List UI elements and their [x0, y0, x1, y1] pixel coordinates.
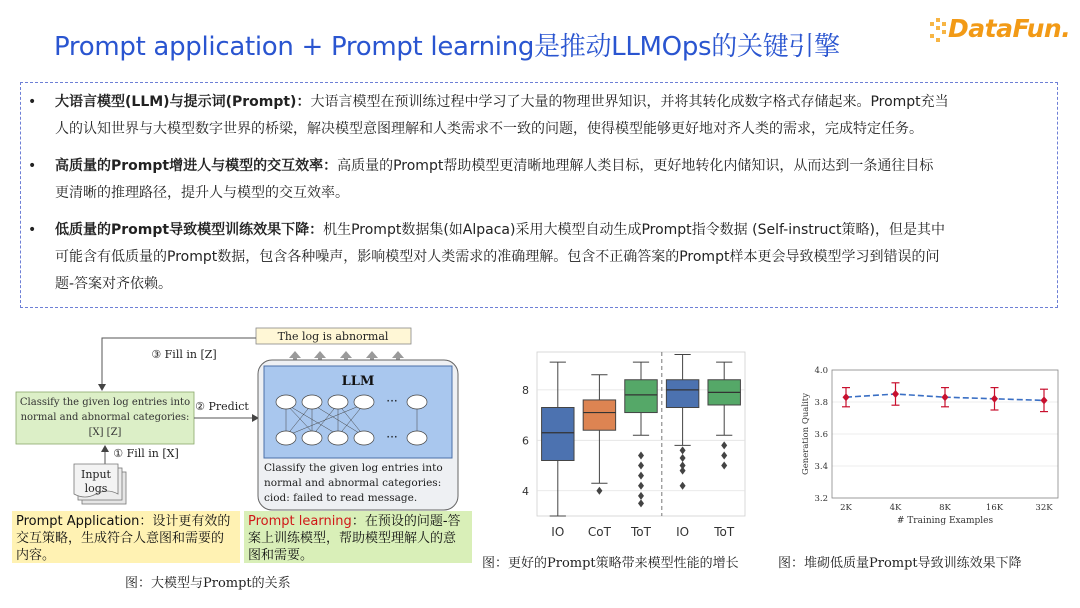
bullet-dot-icon: • — [28, 158, 37, 174]
bullet-text: 机生Prompt数据集(如Alpaca)采用大模型自动生成Prompt指令数据 (Self-instruct策略)，但是其中 — [323, 222, 946, 238]
caption-heading: Prompt learning — [248, 514, 352, 529]
x-tick-label: 16K — [985, 503, 1004, 513]
bullet-high-quality — [28, 153, 1040, 207]
caption-body: ：在预设的问题-答案上训练模型，帮助模型理解人的意图和需要。 — [248, 514, 461, 563]
prompt-template-line: Classify the given log entries into — [19, 397, 191, 408]
input-logs-label: logs — [84, 482, 108, 495]
quality-line-chart — [798, 360, 1063, 532]
data-point — [942, 393, 949, 401]
figure-caption-boxplot: 图：更好的Prompt策略带来模型性能的增长 — [482, 556, 739, 571]
box — [625, 380, 657, 413]
y-tick-label: 3.8 — [814, 398, 828, 408]
x-tick-label: ToT — [714, 525, 735, 539]
figure-caption-diagram: 图：大模型与Prompt的关系 — [125, 576, 291, 591]
bullet-text: 人的认知世界与大模型数字世界的桥梁，解决模型意图理解和人类需求不一致的问题，使得模型能够更好地对齐人类的需求，完成特定任务。 — [55, 121, 923, 137]
ellipsis-label: ··· — [386, 394, 398, 408]
bullet-text: 题-答案对齐依赖。 — [55, 276, 173, 292]
y-tick-label: 3.4 — [814, 462, 828, 472]
box — [666, 380, 698, 408]
bullet-text: 高质量的Prompt帮助模型更清晰地理解人类目标，更好地转化内储知识，从而达到一条通往目标 — [337, 158, 934, 174]
datafun-logo — [930, 12, 1071, 48]
box — [542, 408, 574, 461]
llm-label: LLM — [341, 374, 375, 389]
x-tick-label: CoT — [587, 525, 611, 539]
page-title: Prompt application + Prompt learning是推动LLMOps的关键引擎 — [54, 32, 840, 62]
y-tick-label: 3.2 — [814, 494, 828, 504]
prompt-template-line: [X] [Z] — [88, 427, 122, 438]
data-point — [1041, 396, 1048, 404]
x-axis-label: # Training Examples — [896, 516, 994, 526]
bullet-text: 可能含有低质量的Prompt数据，包含各种噪声，影响模型对人类需求的准确理解。包含不正确答案的Prompt样本更会导致模型学习到错误的问 — [55, 249, 940, 265]
data-point — [843, 393, 850, 401]
step1-label: ① Fill in [X] — [113, 447, 179, 460]
data-point — [892, 390, 899, 398]
figure-caption-linechart: 图：堆砌低质量Prompt导致训练效果下降 — [778, 556, 1022, 571]
bullet-heading: 高质量的Prompt增进人与模型的交互效率： — [55, 158, 338, 174]
x-tick-label: IO — [551, 525, 565, 539]
y-tick-label: 4 — [522, 484, 529, 498]
bullet-dot-icon: • — [28, 94, 37, 110]
prompt-learning-caption — [244, 511, 472, 563]
diagram-svg — [12, 326, 472, 511]
llm-input-line: normal and abnormal categories: — [264, 477, 442, 489]
llm-prompt-diagram — [12, 326, 472, 566]
key-points-box — [20, 82, 1058, 308]
y-tick-label: 3.6 — [814, 430, 828, 440]
fill-z-arrow — [102, 338, 256, 390]
x-tick-label: ToT — [631, 525, 651, 539]
boxplot-chart — [505, 350, 755, 550]
step3-label: ③ Fill in [Z] — [151, 348, 217, 361]
llm-input-line: Classify the given log entries into — [264, 462, 443, 474]
bullet-low-quality — [28, 217, 1040, 298]
y-tick-label: 8 — [522, 383, 529, 397]
bullet-text: 更清晰的推理路径，提升人与模型的交互效率。 — [55, 185, 349, 201]
x-tick-label: 4K — [889, 503, 902, 513]
bullet-llm-prompt — [28, 89, 1040, 143]
y-axis-label: Generation Quality — [801, 392, 811, 476]
ellipsis-label: ··· — [386, 430, 398, 444]
y-tick-label: 4.0 — [814, 366, 828, 376]
input-logs-label: Input — [81, 468, 111, 481]
y-tick-label: 6 — [522, 434, 529, 448]
logo-text: DataFun. — [948, 14, 1071, 43]
prompt-application-caption — [12, 511, 240, 563]
prompt-template-line: normal and abnormal categories: — [20, 412, 190, 423]
caption-body: ：设计更有效的交互策略，生成符合人意图和需要的内容。 — [16, 514, 231, 563]
bullet-heading: 大语言模型(LLM)与提示词(Prompt)： — [55, 94, 311, 110]
x-tick-label: IO — [676, 525, 690, 539]
box — [583, 400, 615, 430]
caption-heading: Prompt Application — [16, 514, 140, 529]
x-tick-label: 8K — [939, 503, 951, 513]
bullet-text: 大语言模型在预训练过程中学习了大量的物理世界知识，并将其转化成数字格式存储起来。Prompt充当 — [310, 94, 949, 110]
bullet-dot-icon: • — [28, 222, 37, 238]
x-tick-label: 2K — [840, 503, 852, 513]
data-point — [991, 395, 998, 403]
llm-input-line: ciod: failed to read message. — [264, 492, 418, 504]
x-tick-label: 32K — [1035, 503, 1053, 513]
step2-label: ② Predict — [195, 400, 249, 413]
output-label: The log is abnormal — [277, 330, 389, 343]
bullet-heading: 低质量的Prompt导致模型训练效果下降： — [55, 222, 324, 238]
